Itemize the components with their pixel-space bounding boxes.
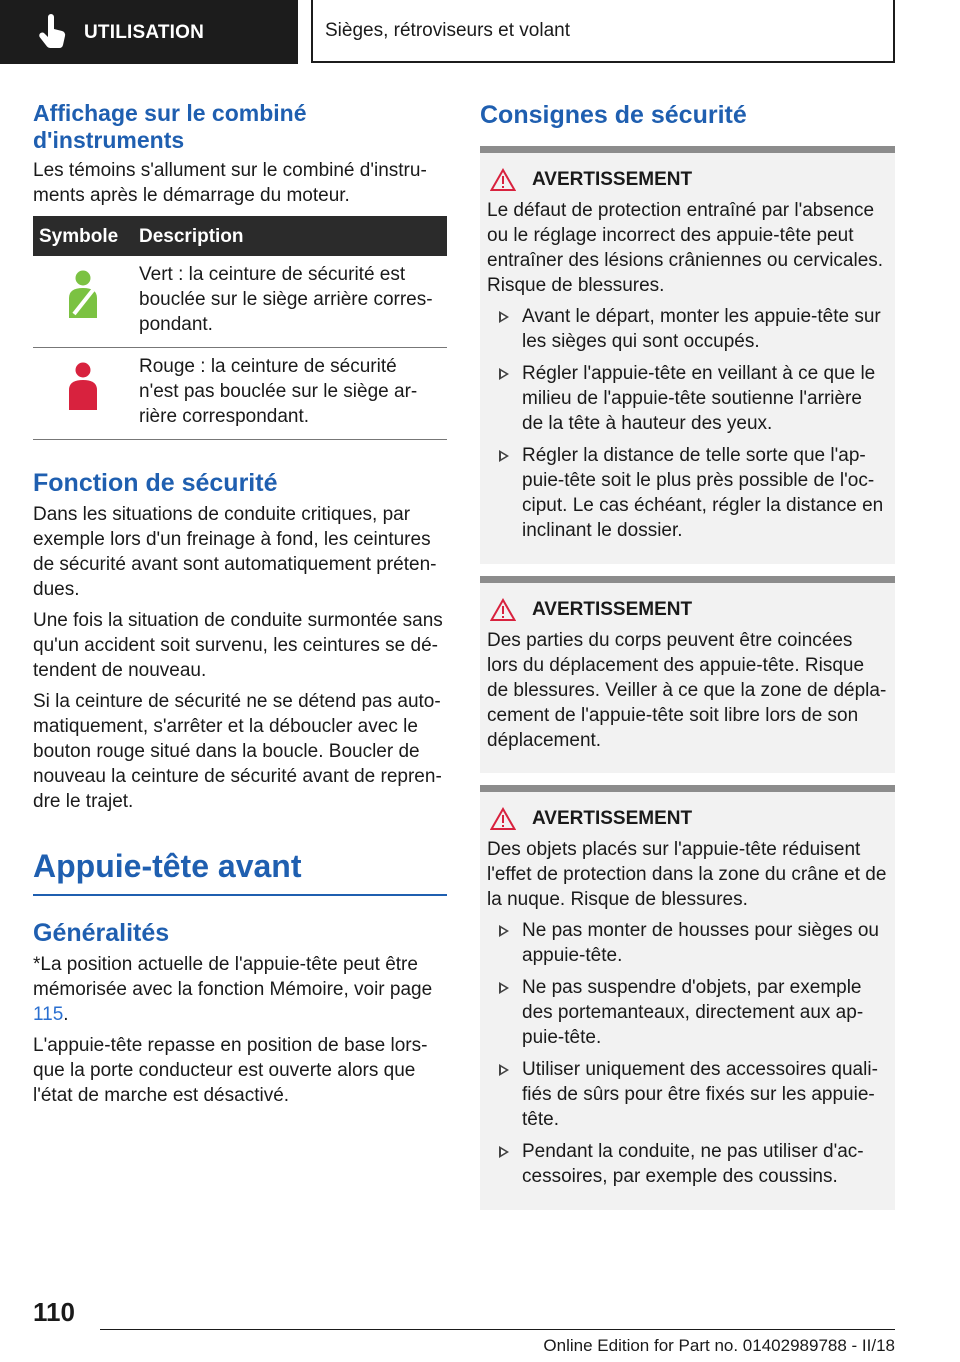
heading-instrument-cluster: Affichage sur le combiné d'instruments <box>33 100 307 153</box>
left-column <box>33 100 447 1114</box>
paragraph-general-2: L'appuie-tête repasse en position de base lorsque la porte conducteur est ouverte alors que l'état de marche est désactivé. <box>33 1035 428 1106</box>
warning-bullets <box>487 918 888 1189</box>
chapter-title-box <box>311 0 895 63</box>
right-column <box>480 100 895 1210</box>
heading-general: Généralités <box>33 919 170 947</box>
table-header-symbol: Symbole <box>33 216 133 256</box>
list-item: Avant le départ, monter les appuie-tête sur les sièges qui sont occupés. <box>487 304 888 354</box>
warning-title: AVERTISSEMENT <box>487 597 888 622</box>
warning-title: AVERTISSEMENT <box>487 167 888 192</box>
heading-safety-notes: Consignes de sécurité <box>480 101 747 129</box>
list-item: Ne pas suspendre d'objets, par exemple des portemanteaux, directement aux appuie-tête. <box>487 975 888 1050</box>
bullet-arrow-icon <box>499 450 509 462</box>
list-item: Régler l'appuie-tête en veillant à ce que le milieu de l'appuie-tête soutienne l'arrière de la tête à hauteur des yeux. <box>487 361 888 436</box>
table-header-description: Description <box>133 216 447 256</box>
paragraph-safety-1: Dans les situations de conduite critiques, par exemple lors d'un freinage à fond, les ceintures de sécurité avant sont automatiquement prétendues. <box>33 504 437 600</box>
bullet-arrow-icon <box>499 1146 509 1158</box>
warning-text: Des objets placés sur l'appuie-tête réduisent l'effet de protection dans la zone du crâne et de la nuque. Risque de blessures. <box>487 839 887 910</box>
warning-triangle-icon <box>490 807 516 831</box>
bullet-arrow-icon <box>499 311 509 323</box>
footer-rule <box>100 1329 895 1330</box>
page-link[interactable]: 115 <box>33 1004 64 1025</box>
bullet-arrow-icon <box>499 1064 509 1076</box>
table-row <box>33 256 447 348</box>
description-cell: Vert : la ceinture de sécurité est bouclée sur le siège arrière correspondant. <box>133 256 447 348</box>
symbol-cell <box>33 348 133 440</box>
hand-pointer-icon <box>34 13 72 51</box>
page-number: 110 <box>33 1297 75 1327</box>
section-tab[interactable] <box>0 0 298 64</box>
warning-title: AVERTISSEMENT <box>487 806 888 831</box>
warning-text: Le défaut de protection entraîné par l'absence ou le réglage incorrect des appuie-tête peut entraîner des lésions crâniennes ou cervicales. Risque de blessures. <box>487 200 884 296</box>
warning-bullets <box>487 304 888 543</box>
paragraph-safety-2: Une fois la situation de conduite surmontée sans qu'un accident soit survenu, les ceintures se détendent de nouveau. <box>33 610 443 681</box>
bullet-arrow-icon <box>499 925 509 937</box>
seatbelt-green-icon <box>66 270 100 322</box>
list-item: Pendant la conduite, ne pas utiliser d'accessoires, par exemple des coussins. <box>487 1139 888 1189</box>
paragraph-cluster: Les témoins s'allument sur le combiné d'instruments après le démarrage du moteur. <box>33 160 427 206</box>
symbol-table <box>33 216 447 440</box>
section-title: UTILISATION <box>84 21 205 43</box>
bullet-arrow-icon <box>499 368 509 380</box>
heading-front-headrest: Appuie-tête avant <box>33 846 447 896</box>
warning-box <box>480 785 895 1210</box>
paragraph-safety-3: Si la ceinture de sécurité ne se détend pas automatiquement, s'arrêter et la déboucler avec le bouton rouge situé dans la boucle. Boucler de nouveau la ceinture de sécurité avant de reprendre le trajet. <box>33 691 442 812</box>
bullet-arrow-icon <box>499 982 509 994</box>
paragraph-general-1: *La position actuelle de l'appuie-tête peut être mémorisée avec la fonction Mémoire, voir page 115. <box>33 954 433 1025</box>
chapter-title: Sièges, rétroviseurs et volant <box>325 20 571 41</box>
heading-safety-function: Fonction de sécurité <box>33 469 278 497</box>
warning-triangle-icon <box>490 168 516 192</box>
warning-triangle-icon <box>490 598 516 622</box>
edition-note: Online Edition for Part no. 01402989788 - II/18 <box>543 1336 895 1355</box>
warning-box <box>480 576 895 773</box>
list-item: Utiliser uniquement des accessoires qualifiés de sûrs pour être fixés sur les appuie-tête. <box>487 1057 888 1132</box>
description-cell: Rouge : la ceinture de sécurité n'est pas bouclée sur le siège arrière correspondant. <box>133 348 447 440</box>
list-item: Ne pas monter de housses pour sièges ou appuie-tête. <box>487 918 888 968</box>
symbol-cell <box>33 256 133 348</box>
seatbelt-red-icon <box>66 362 100 414</box>
warning-box <box>480 146 895 564</box>
list-item: Régler la distance de telle sorte que l'appuie-tête soit le plus près possible de l'occiput. Le cas échéant, régler la distance en inclinant le dossier. <box>487 443 888 543</box>
table-row <box>33 348 447 440</box>
warning-text: Des parties du corps peuvent être coincées lors du déplacement des appuie-tête. Risque de blessures. Veiller à ce que la zone de déplacement de l'appuie-tête soit libre lors de son déplacement. <box>487 630 887 751</box>
